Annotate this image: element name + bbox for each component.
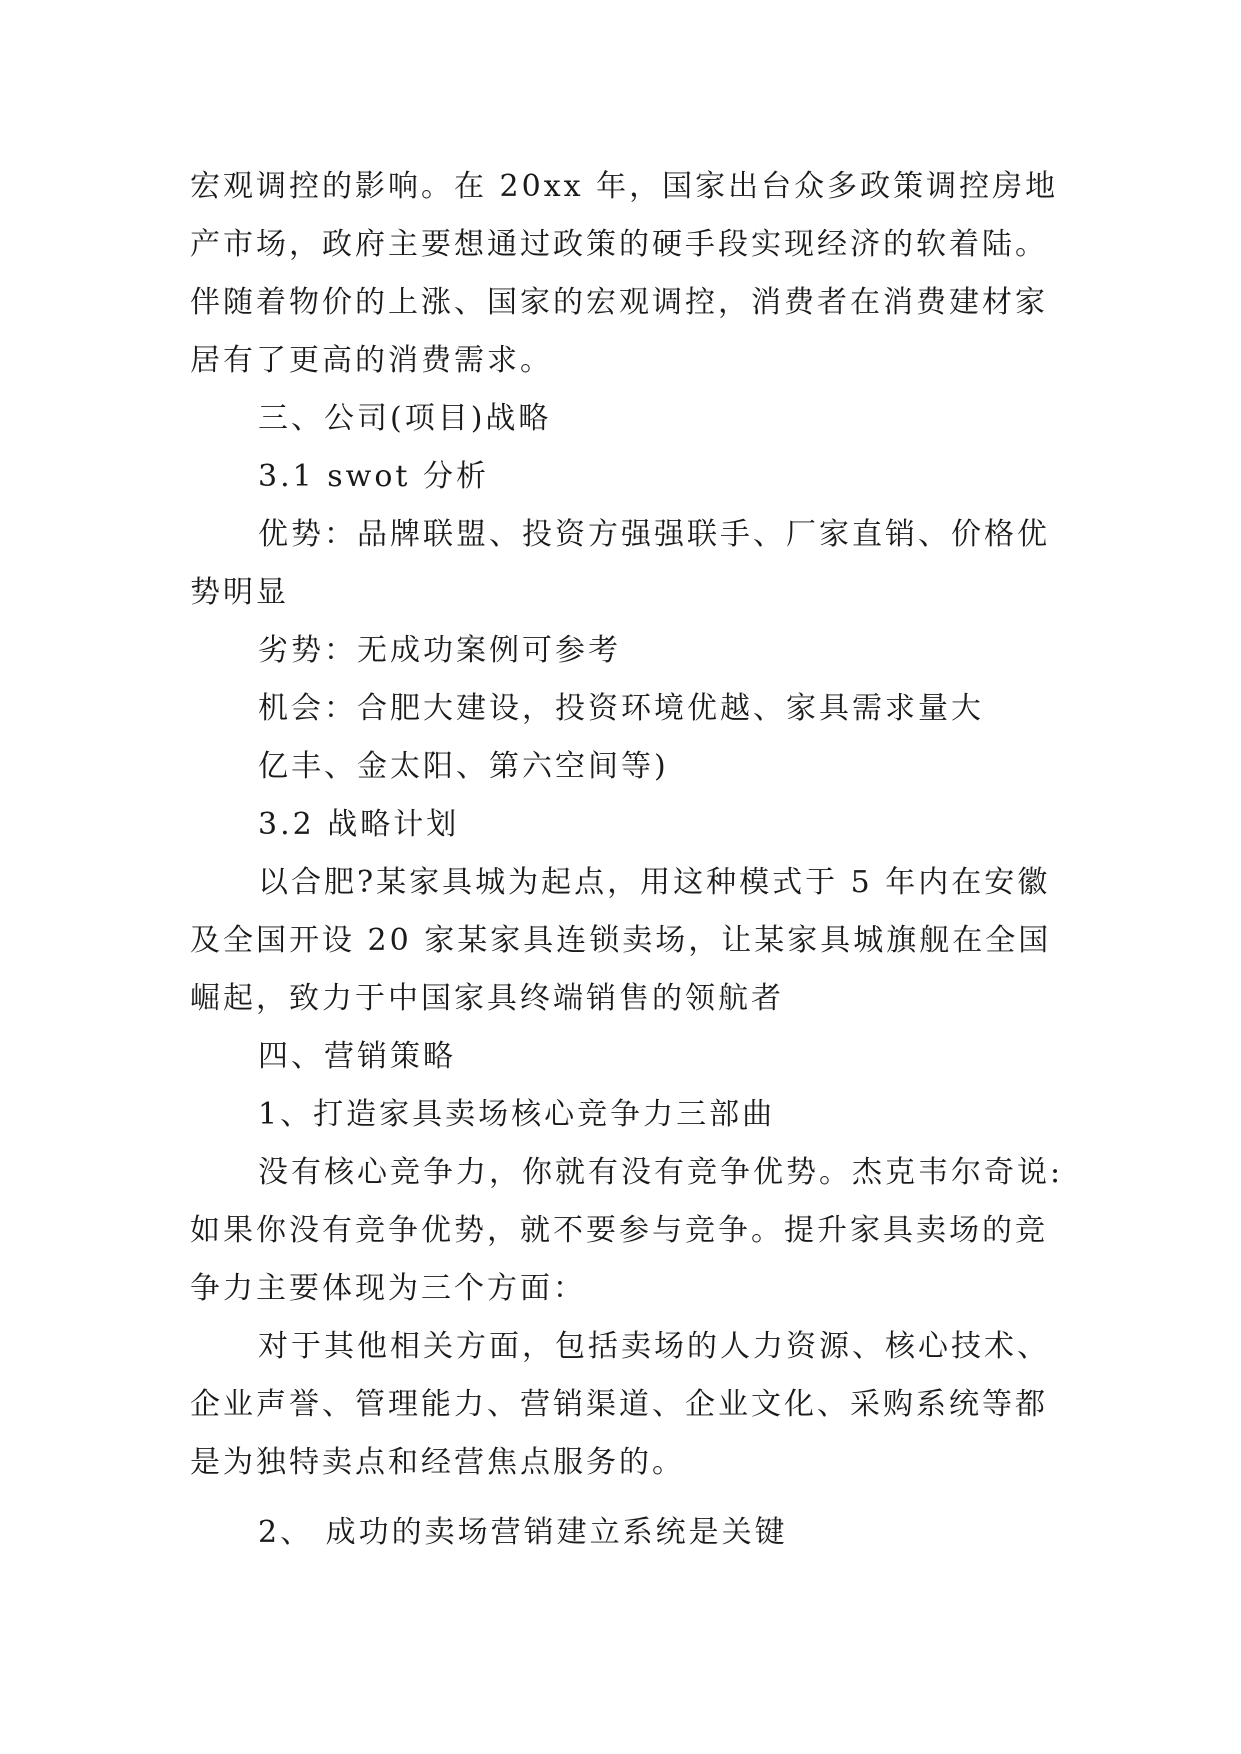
subsection-heading: 3.2 战略计划: [258, 807, 460, 842]
section-heading: 四、营销策略: [258, 1039, 456, 1074]
paragraph-line: 争力主要体现为三个方面：: [190, 1271, 586, 1306]
document-body: [190, 158, 1070, 1562]
paragraph-line: 伴随着物价的上涨、国家的宏观调控，消费者在消费建材家: [190, 285, 1048, 320]
paragraph-line: 产市场，政府主要想通过政策的硬手段实现经济的软着陆。: [190, 227, 1048, 262]
paragraph-line: 崛起，致力于中国家具终端销售的领航者: [190, 981, 784, 1016]
paragraph-line: 劣势：无成功案例可参考: [258, 633, 621, 668]
paragraph-line: 对于其他相关方面，包括卖场的人力资源、核心技术、: [258, 1329, 1050, 1364]
paragraph-line: 势明显: [190, 575, 289, 610]
paragraph-line: 如果你没有竞争优势，就不要参与竞争。提升家具卖场的竞: [190, 1213, 1048, 1248]
paragraph-line: 宏观调控的影响。在 20xx 年，国家出台众多政策调控房地: [190, 169, 1059, 204]
paragraph-line: 以合肥?某家具城为起点，用这种模式于 5 年内在安徽: [258, 865, 1051, 900]
subsection-heading: 2、 成功的卖场营销建立系统是关键: [258, 1515, 788, 1550]
subsection-heading: 1、打造家具卖场核心竞争力三部曲: [258, 1097, 776, 1132]
paragraph-line: 机会：合肥大建设，投资环境优越、家具需求量大: [258, 691, 984, 726]
paragraph-line: 居有了更高的消费需求。: [190, 343, 553, 378]
section-heading: 三、公司(项目)战略: [258, 401, 552, 436]
paragraph-line: 及全国开设 20 家某家具连锁卖场，让某家具城旗舰在全国: [190, 923, 1052, 958]
paragraph-line: 企业声誉、管理能力、营销渠道、企业文化、采购系统等都: [190, 1387, 1048, 1422]
subsection-heading: 3.1 swot 分析: [258, 459, 489, 494]
paragraph-line: 是为独特卖点和经营焦点服务的。: [190, 1445, 685, 1480]
paragraph-line: 没有核心竞争力，你就有没有竞争优势。杰克韦尔奇说:: [258, 1155, 1064, 1190]
paragraph-line: 亿丰、金太阳、第六空间等): [258, 749, 669, 784]
paragraph-line: 优势：品牌联盟、投资方强强联手、厂家直销、价格优: [258, 517, 1050, 552]
